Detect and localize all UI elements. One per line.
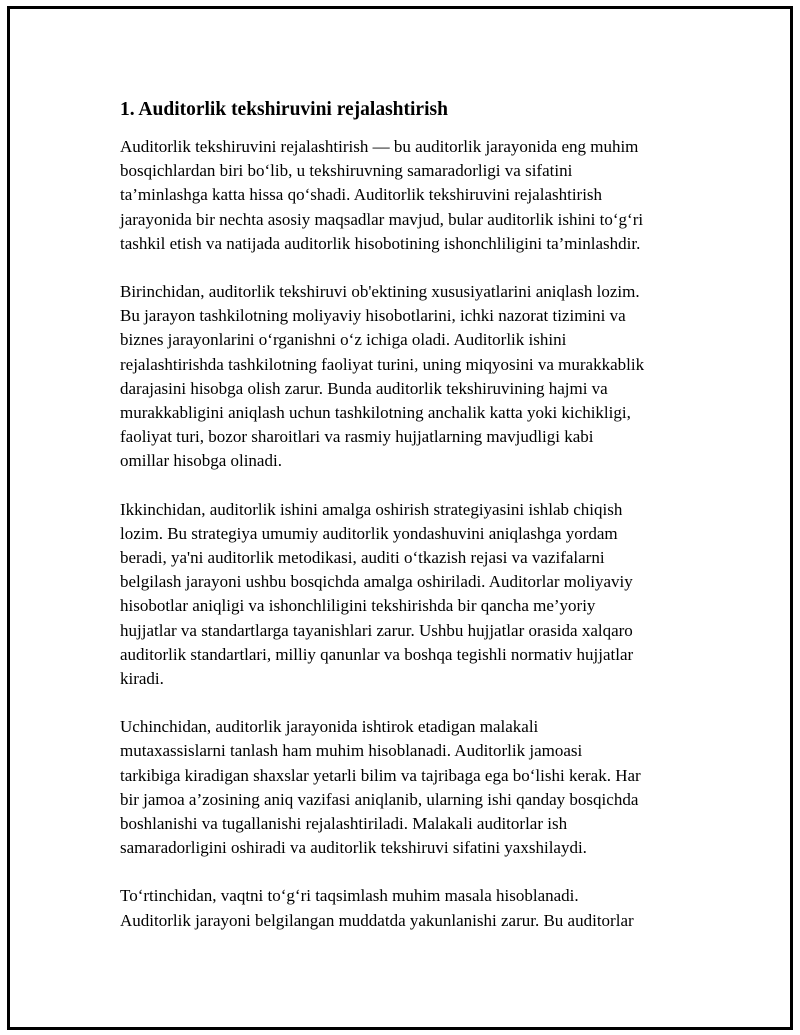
text-line: kiradi.	[120, 669, 164, 689]
text-line: faoliyat turi, bozor sharoitlari va rasmiy hujjatlarning mavjudligi kabi	[120, 427, 594, 447]
paragraph	[120, 280, 700, 474]
text-line: jarayonida bir nechta asosiy maqsadlar mavjud, bular auditorlik ishini to‘g‘ri	[120, 209, 644, 229]
text-line: Uchinchidan, auditorlik jarayonida ishtirok etadigan malakali	[120, 717, 539, 737]
text-line: mutaxassislarni tanlash ham muhim hisoblanadi. Auditorlik jamoasi	[120, 741, 583, 761]
document-body	[120, 97, 700, 957]
text-line: samaradorligini oshiradi va auditorlik tekshiruvi sifatini yaxshilaydi.	[120, 838, 587, 858]
text-line: ta’minlashga katta hissa qo‘shadi. Auditorlik tekshiruvini rejalashtirish	[120, 185, 603, 205]
text-line: tarkibiga kiradigan shaxslar yetarli bilim va tajribaga ega bo‘lishi kerak. Har	[120, 765, 641, 785]
text-line: rejalashtirishda tashkilotning faoliyat turini, uning miqyosini va murakkablik	[120, 354, 645, 374]
text-line: tashkil etish va natijada auditorlik hisobotining ishonchliligini ta’minlashdir.	[120, 233, 641, 253]
text-line: lozim. Bu strategiya umumiy auditorlik yondashuvini aniqlashga yordam	[120, 523, 618, 543]
text-line: Ikkinchidan, auditorlik ishini amalga oshirish strategiyasini ishlab chiqish	[120, 499, 623, 519]
text-line: Birinchidan, auditorlik tekshiruvi ob'ektining xususiyatlarini aniqlash lozim.	[120, 282, 640, 302]
text-line: darajasini hisobga olish zarur. Bunda auditorlik tekshiruvining hajmi va	[120, 378, 608, 398]
text-line: hisobotlar aniqligi va ishonchliligini tekshirishda bir qancha me’yoriy	[120, 596, 596, 616]
text-line: Bu jarayon tashkilotning moliyaviy hisobotlarini, ichki nazorat tizimini va	[120, 306, 626, 326]
text-line: belgilash jarayoni ushbu bosqichda amalga oshiriladi. Auditorlar moliyaviy	[120, 572, 633, 592]
page-frame	[7, 6, 793, 1030]
text-line: To‘rtinchidan, vaqtni to‘g‘ri taqsimlash muhim masala hisoblanadi.	[120, 886, 579, 906]
text-line: Auditorlik tekshiruvini rejalashtirish — bu auditorlik jarayonida eng muhim	[120, 137, 639, 156]
paragraph	[120, 715, 700, 860]
text-line: omillar hisobga olinadi.	[120, 451, 282, 471]
paragraph	[120, 135, 700, 256]
text-line: biznes jarayonlarini o‘rganishni o‘z ichiga oladi. Auditorlik ishini	[120, 330, 567, 350]
section-heading: 1. Auditorlik tekshiruvini rejalashtirish	[120, 99, 448, 120]
text-line: boshlanishi va tugallanishi rejalashtiriladi. Malakali auditorlar ish	[120, 814, 568, 834]
text-line: murakkabligini aniqlash uchun tashkilotning anchalik katta yoki kichikligi,	[120, 403, 631, 423]
text-line: beradi, ya'ni auditorlik metodikasi, auditi o‘tkazish rejasi va vazifalarni	[120, 548, 605, 568]
text-line: bir jamoa a’zosining aniq vazifasi aniqlanib, ularning ishi qanday bosqichda	[120, 789, 639, 809]
text-line: auditorlik standartlari, milliy qanunlar va boshqa tegishli normativ hujjatlar	[120, 644, 634, 664]
paragraph-list	[120, 135, 700, 933]
text-line: bosqichlardan biri bo‘lib, u tekshiruvning samaradorligi va sifatini	[120, 161, 573, 181]
paragraph	[120, 884, 700, 932]
text-line: Auditorlik jarayoni belgilangan muddatda yakunlanishi zarur. Bu auditorlar	[120, 910, 634, 930]
paragraph	[120, 498, 700, 692]
text-line: hujjatlar va standartlarga tayanishlari zarur. Ushbu hujjatlar orasida xalqaro	[120, 620, 633, 640]
